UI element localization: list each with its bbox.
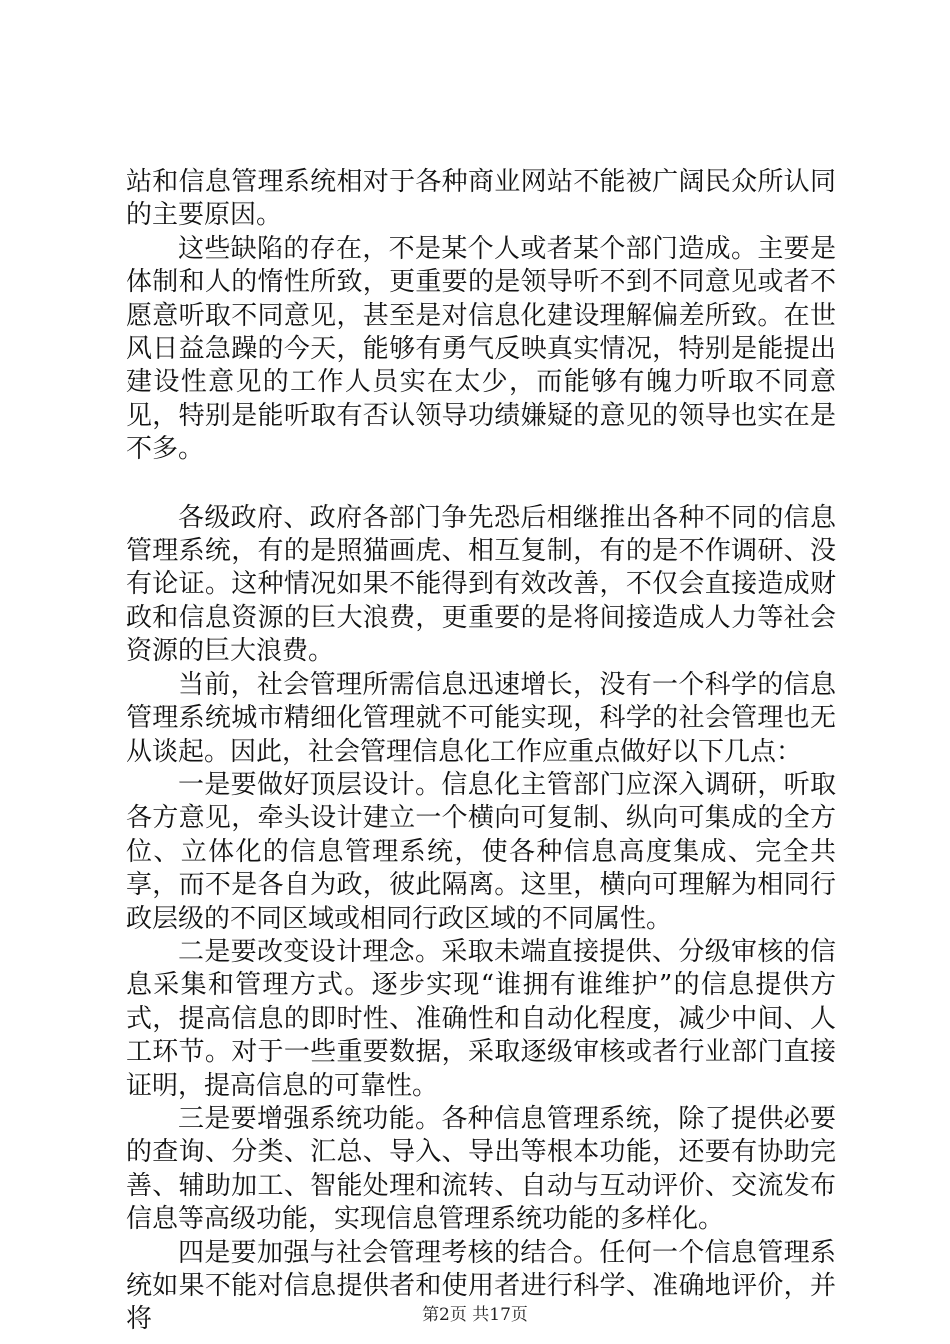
paragraph-point-two: 二是要改变设计理念。采取未端直接提供、分级审核的信息采集和管理方式。逐步实现“谁拥有谁维护”的信息提供方式，提高信息的即时性、准确性和自动化程度，减少中间、人工环节。对于一些重要数据，采取逐级审核或者行业部门直接证明，提高信息的可靠性。 xyxy=(126,936,836,1101)
paragraph-point-one: 一是要做好顶层设计。信息化主管部门应深入调研，听取各方意见，牵头设计建立一个横向可复制、纵向可集成的全方位、立体化的信息管理系统，使各种信息高度集成、完全共享，而不是各自为政，彼此隔离。这里，横向可理解为相同行政层级的不同区域或相同行政区域的不同属性。 xyxy=(126,769,836,934)
page-footer: 第2页 共17页 xyxy=(422,1305,528,1325)
paragraph-spacer xyxy=(126,467,836,502)
paragraph-defects: 这些缺陷的存在，不是某个人或者某个部门造成。主要是体制和人的惰性所致，更重要的是领导听不到不同意见或者不愿意听取不同意见，甚至是对信息化建设理解偏差所致。在世风日益急躁的今天，能够有勇气反映真实情况，特别是能提出建设性意见的工作人员实在太少，而能够有魄力听取不同意见，特别是能听取有否认领导功绩嫌疑的意见的领导也实在是不多。 xyxy=(126,233,836,465)
document-body xyxy=(126,166,836,1337)
paragraph-point-four: 四是要加强与社会管理考核的结合。任何一个信息管理系统如果不能对信息提供者和使用者进行科学、准确地评价，并将 xyxy=(126,1237,836,1335)
paragraph-point-three: 三是要增强系统功能。各种信息管理系统，除了提供必要的查询、分类、汇总、导入、导出等根本功能，还要有协助完善、辅助加工、智能处理和流转、自动与互动评价、交流发布信息等高级功能，实现信息管理系统功能的多样化。 xyxy=(126,1103,836,1235)
paragraph-continuation: 站和信息管理系统相对于各种商业网站不能被广阔民众所认同的主要原因。 xyxy=(126,167,836,231)
paragraph-government-systems: 各级政府、政府各部门争先恐后相继推出各种不同的信息管理系统，有的是照猫画虎、相互复制，有的是不作调研、没有论证。这种情况如果不能得到有效改善，不仅会直接造成财政和信息资源的巨大浪费，更重要的是将间接造成人力等社会资源的巨大浪费。 xyxy=(126,502,836,667)
paragraph-current-situation: 当前，社会管理所需信息迅速增长，没有一个科学的信息管理系统城市精细化管理就不可能实现，科学的社会管理也无从谈起。因此，社会管理信息化工作应重点做好以下几点： xyxy=(126,669,836,767)
